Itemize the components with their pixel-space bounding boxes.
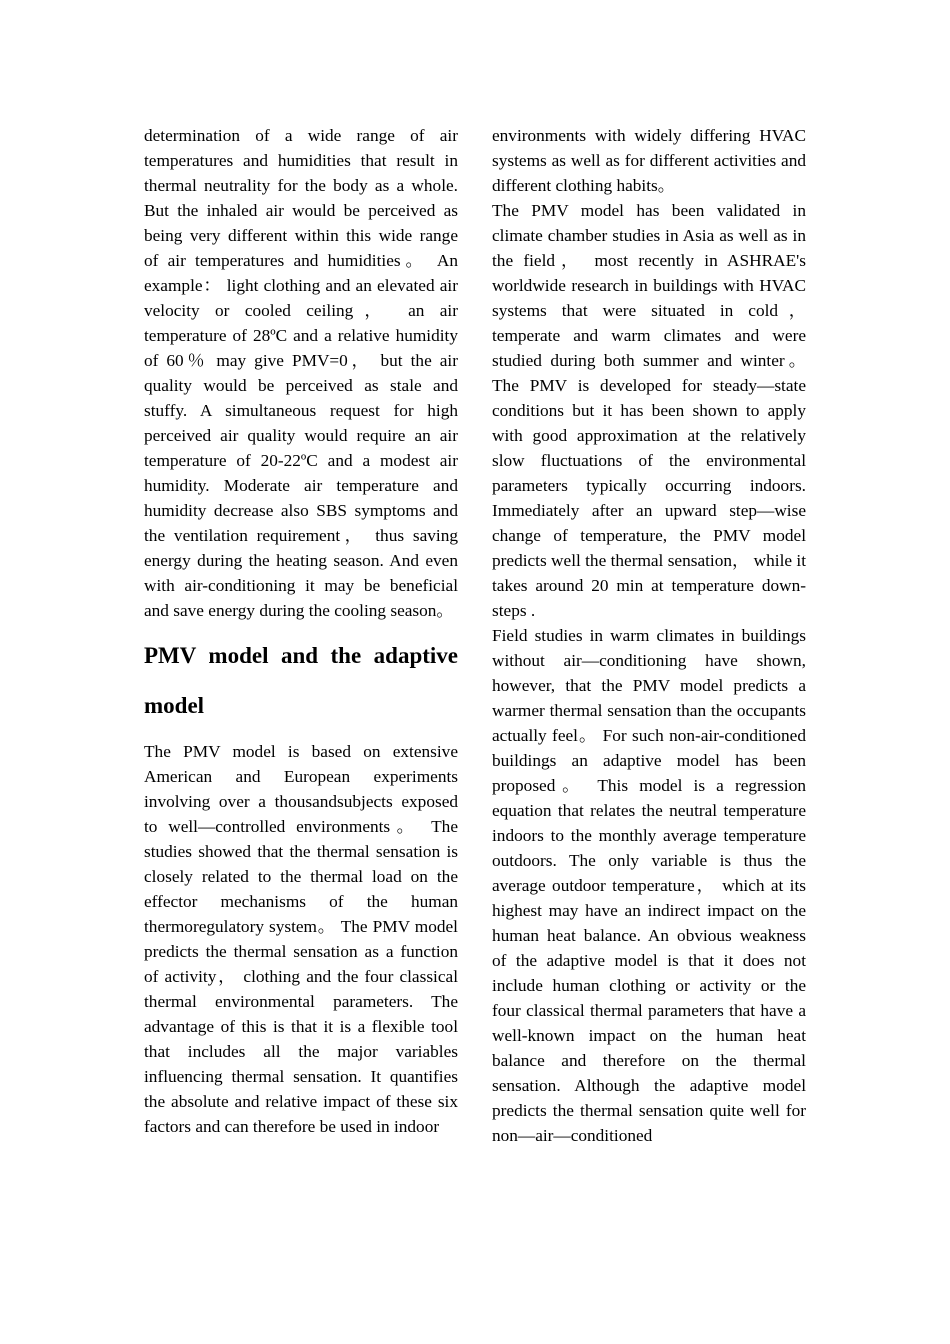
left-column [144,123,458,1139]
right-paragraph-2: The PMV model has been validated in climate chamber studies in Asia as well as in the field， most recently in ASHRAE's worldwide research in buildings with HVAC systems that were situated in cold， temperate and warm climates and were studied during both summer and winter。 The PMV is developed for steady—state conditions but it has been shown to apply with good approximation at the relatively slow fluctuations of the environmental parameters typically occurring indoors. Immediately after an upward step—wise change of temperature, the PMV model predicts well the thermal sensation， while it takes around 20 min at temperature down-steps . [492,201,806,620]
right-column [492,123,806,1148]
left-paragraph-2: The PMV model is based on extensive American and European experiments involving over a thousandsubjects exposed to well—controlled environments。 The studies showed that the thermal sensation is closely related to the thermal load on the effector mechanisms of the human thermoregulatory system。 The PMV model predicts the thermal sensation as a function of activity， clothing and the four classical thermal environmental parameters. The advantage of this is that it is a flexible tool that includes all the major variables influencing thermal sensation. It quantifies the absolute and relative impact of these six factors and can therefore be used in indoor [144,742,458,1136]
left-paragraph-1: determination of a wide range of air temperatures and humidities that result in thermal neutrality for the body as a whole. But the inhaled air would be perceived as being very different within this wide range of air temperatures and humidities。 An example： light clothing and an elevated air velocity or cooled ceiling， an air temperature of 28ºC and a relative humidity of 60％ may give PMV=0， but the air quality would be perceived as stale and stuffy. A simultaneous request for high perceived air quality would require an air temperature of 20-22ºC and a modest air humidity. Moderate air temperature and humidity decrease also SBS symptoms and the ventilation requirement， thus saving energy during the heating season. And even with air-conditioning it may be beneficial and save energy during the cooling season。 [144,126,458,620]
document-page [144,123,806,1223]
right-paragraph-1: environments with widely differing HVAC systems as well as for different activities and different clothing habits。 [492,126,806,195]
right-paragraph-3: Field studies in warm climates in buildings without air—conditioning have shown, however, that the PMV model predicts a warmer thermal sensation than the occupants actually feel。 For such non-air-conditioned buildings an adaptive model has been proposed。 This model is a regression equation that relates the neutral temperature indoors to the monthly average temperature outdoors. The only variable is thus the average outdoor temperature， which at its highest may have an indirect impact on the human heat balance. An obvious weakness of the adaptive model is that it does not include human clothing or activity or the four classical thermal parameters that have a well-known impact on the human heat balance and therefore on the thermal sensation. Although the adaptive model predicts the thermal sensation quite well for non—air—conditioned [492,626,806,1145]
section-heading: PMV model and the adaptive model [144,643,458,718]
